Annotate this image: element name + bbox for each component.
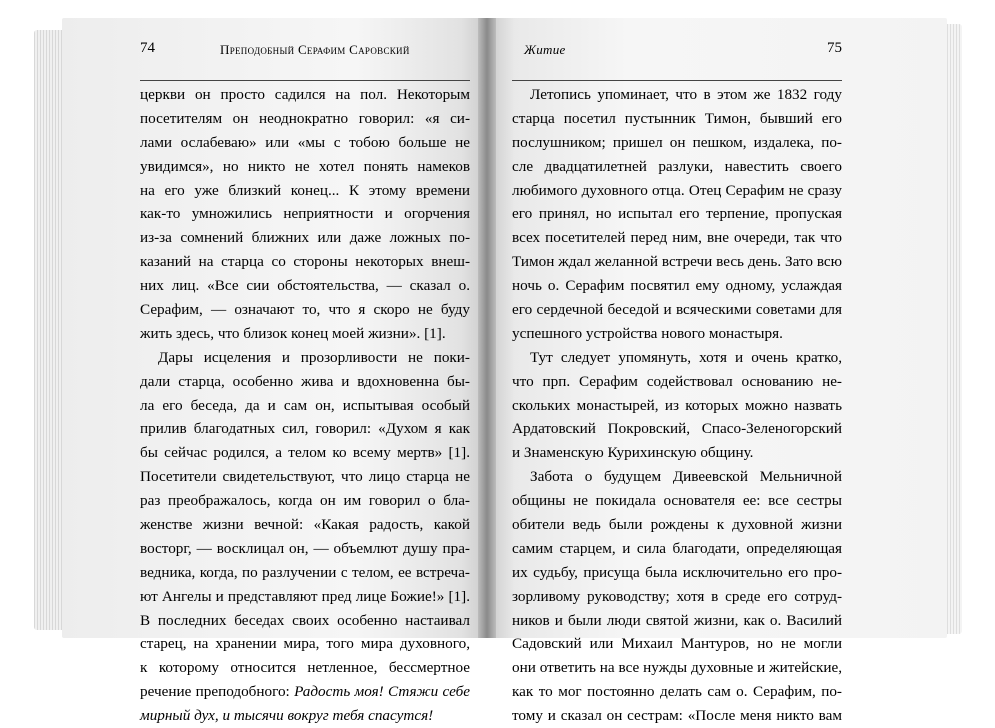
line-text: как-то умножились неприятности и огорчения: [140, 205, 470, 223]
text-line: [140, 561, 470, 585]
text-line: [512, 274, 842, 298]
text-line: [140, 179, 470, 203]
line-text: всех посетителей перед ним, вне очереди, так что: [512, 229, 842, 247]
line-text: ют Ангелы и представляют пред лице Божие!» [1].: [140, 587, 470, 605]
line-text: тому и сказал он сестрам: «После меня никто вам: [512, 707, 842, 725]
left-running-title: Преподобный Серафим Саровский: [220, 42, 410, 57]
text-line: [140, 83, 470, 107]
text-line: [512, 561, 842, 585]
line-text: его принял, но испытал его терпение, пропуская: [512, 205, 842, 223]
text-line: [140, 370, 470, 394]
line-text: на его уже близкий конец... К этому времени: [140, 181, 470, 199]
line-text: ла его беседа, да и сам он, испытывая особый: [140, 396, 470, 414]
text-line: [512, 680, 842, 704]
text-line: [140, 441, 470, 465]
text-line: [512, 370, 842, 394]
line-text: обители ведь были рождены к духовной жизни: [512, 516, 842, 534]
italic-quote: Радость моя! Стяжи себе: [294, 683, 471, 701]
text-line: [140, 346, 470, 370]
line-text: лами ослабеваю» или «мы с тобою больше не: [140, 133, 470, 151]
text-line: [512, 704, 842, 728]
right-running-title: Житие: [524, 42, 566, 57]
italic-quote: мирный дух, и тысячи вокруг тебя спасутся!: [140, 707, 434, 725]
text-line: [140, 465, 470, 489]
line-text: зорливому руководству; хотя в среде его сотруд-: [512, 587, 842, 605]
text-line: [140, 585, 470, 609]
text-line: [512, 131, 842, 155]
text-line: [512, 250, 842, 274]
line-text: женстве жизни вечной: «Какая радость, какой: [140, 516, 470, 534]
line-text: Летопись упоминает, что в этом же 1832 году: [530, 86, 842, 103]
text-line: [140, 155, 470, 179]
text-line: [512, 417, 842, 441]
book-gutter: [478, 18, 496, 638]
text-line: [140, 680, 470, 704]
text-line: [512, 83, 842, 107]
line-text: и Знаменскую Курихинскую общину.: [512, 444, 754, 462]
line-text: общины не покидала основателя ее: все сестры: [512, 492, 842, 510]
line-text: они ответить на все нужды духовные и житейские,: [512, 659, 842, 677]
text-line: [140, 298, 470, 322]
text-line: [512, 513, 842, 537]
right-page-header: [512, 40, 842, 62]
line-text: Серафим, — означают то, что я скоро не буду: [140, 301, 470, 319]
line-text: послушником; пришел он пешком, издалека, по-: [512, 133, 842, 151]
line-text: казаний на старца со стороны некоторых внеш-: [140, 253, 470, 271]
text-line: [512, 155, 842, 179]
text-line: [512, 609, 842, 633]
text-line: [512, 322, 842, 346]
text-line: [140, 274, 470, 298]
text-line: [140, 107, 470, 131]
left-page-edges: [34, 30, 64, 630]
line-text: самим старцем, и сила благодати, определяющая: [512, 539, 842, 557]
text-line: [512, 394, 842, 418]
line-text: к которому относится нетленное, бессмертное: [140, 659, 470, 677]
text-line: [140, 322, 470, 346]
line-text: речение преподобного:: [140, 683, 295, 701]
line-text: них лиц. «Все сии обстоятельства, — сказал о.: [140, 277, 470, 295]
text-line: [512, 632, 842, 656]
left-page-number: 74: [140, 40, 155, 56]
line-text: как то мог постоянно делать сам о. Серафим, по-: [512, 683, 842, 701]
text-line: [140, 131, 470, 155]
text-line: [140, 202, 470, 226]
line-text: Посетители свидетельствуют, что лицо старца не: [140, 468, 470, 486]
left-header-rule: [140, 80, 470, 81]
text-line: [140, 704, 470, 728]
text-line: [512, 298, 842, 322]
text-line: [140, 632, 470, 656]
right-header-rule: [512, 80, 842, 81]
text-line: [512, 489, 842, 513]
text-line: [140, 609, 470, 633]
line-text: В последних беседах своих особенно настаивал: [140, 611, 470, 629]
line-text: увидимся», но никто не хотел понять намеков: [140, 157, 470, 175]
text-line: [140, 537, 470, 561]
right-page-number: 75: [827, 40, 842, 56]
text-line: [512, 441, 842, 465]
line-text: Садовский или Михаил Мантуров, но не могли: [512, 635, 842, 653]
line-text: сле двадцатилетней разлуки, навестить своего: [512, 157, 842, 175]
line-text: старца посетил пустынник Тимон, бывший его: [512, 109, 842, 127]
right-page-body: [512, 83, 842, 728]
line-text: бы сейчас родился, а телом ко всему мертв» [1].: [140, 444, 470, 462]
line-text: их судьбу, присуща была исключительно его про-: [512, 563, 842, 581]
line-text: дали старца, особенно жива и вдохновенна бы-: [140, 372, 470, 390]
text-line: [512, 226, 842, 250]
line-text: жить здесь, что близок конец моей жизни». [1].: [140, 324, 446, 342]
text-line: [140, 394, 470, 418]
text-line: [140, 226, 470, 250]
text-line: [512, 537, 842, 561]
line-text: скольких монастырей, из которых можно назвать: [512, 396, 842, 414]
text-line: [512, 346, 842, 370]
line-text: ночь о. Серафим посвятил ему одному, услаждая: [512, 277, 842, 295]
line-text: Забота о будущем Дивеевской Мельничной: [530, 468, 842, 486]
line-text: успешного устройства нового монастыря.: [512, 324, 783, 342]
text-line: [140, 417, 470, 441]
line-text: восторг, — восклицал он, — объемлют душу пра-: [140, 539, 470, 557]
line-text: раз преображалось, когда он им говорил о бла-: [140, 492, 470, 510]
left-page-body: [140, 83, 470, 728]
text-line: [140, 250, 470, 274]
line-text: из-за сомнений ближних или даже ложных по-: [140, 229, 470, 247]
text-line: [512, 656, 842, 680]
line-text: Дары исцеления и прозорливости не поки-: [158, 348, 470, 366]
line-text: что прп. Серафим содействовал основанию не-: [512, 372, 842, 390]
left-page-header: [140, 40, 470, 62]
line-text: Тут следует упомянуть, хотя и очень кратко,: [530, 348, 842, 366]
text-line: [140, 489, 470, 513]
text-line: [512, 179, 842, 203]
text-line: [512, 107, 842, 131]
text-line: [512, 585, 842, 609]
text-line: [140, 656, 470, 680]
line-text: старец, на хранении мира, того мира духовного,: [140, 635, 470, 653]
line-text: любимого духовного отца. Отец Серафим не сразу: [512, 181, 842, 199]
line-text: посетителям он неоднократно говорил: «я си-: [140, 109, 470, 127]
line-text: ведника, когда, по разлучении с телом, ее встреча-: [140, 563, 470, 581]
line-text: ников и были люди святой жизни, как о. Василий: [512, 611, 842, 629]
line-text: Тимон ждал желанной встречи весь день. Зато всю: [512, 253, 842, 271]
text-line: [512, 465, 842, 489]
line-text: прилив благодатных сил, говорил: «Духом я как: [140, 420, 470, 438]
line-text: Ардатовский Покровский, Спасо-Зеленогорский: [512, 420, 842, 438]
text-line: [512, 202, 842, 226]
text-line: [140, 513, 470, 537]
line-text: церкви он просто садился на пол. Некоторым: [140, 86, 470, 103]
line-text: его сердечной беседой и всяческими советами для: [512, 301, 842, 319]
